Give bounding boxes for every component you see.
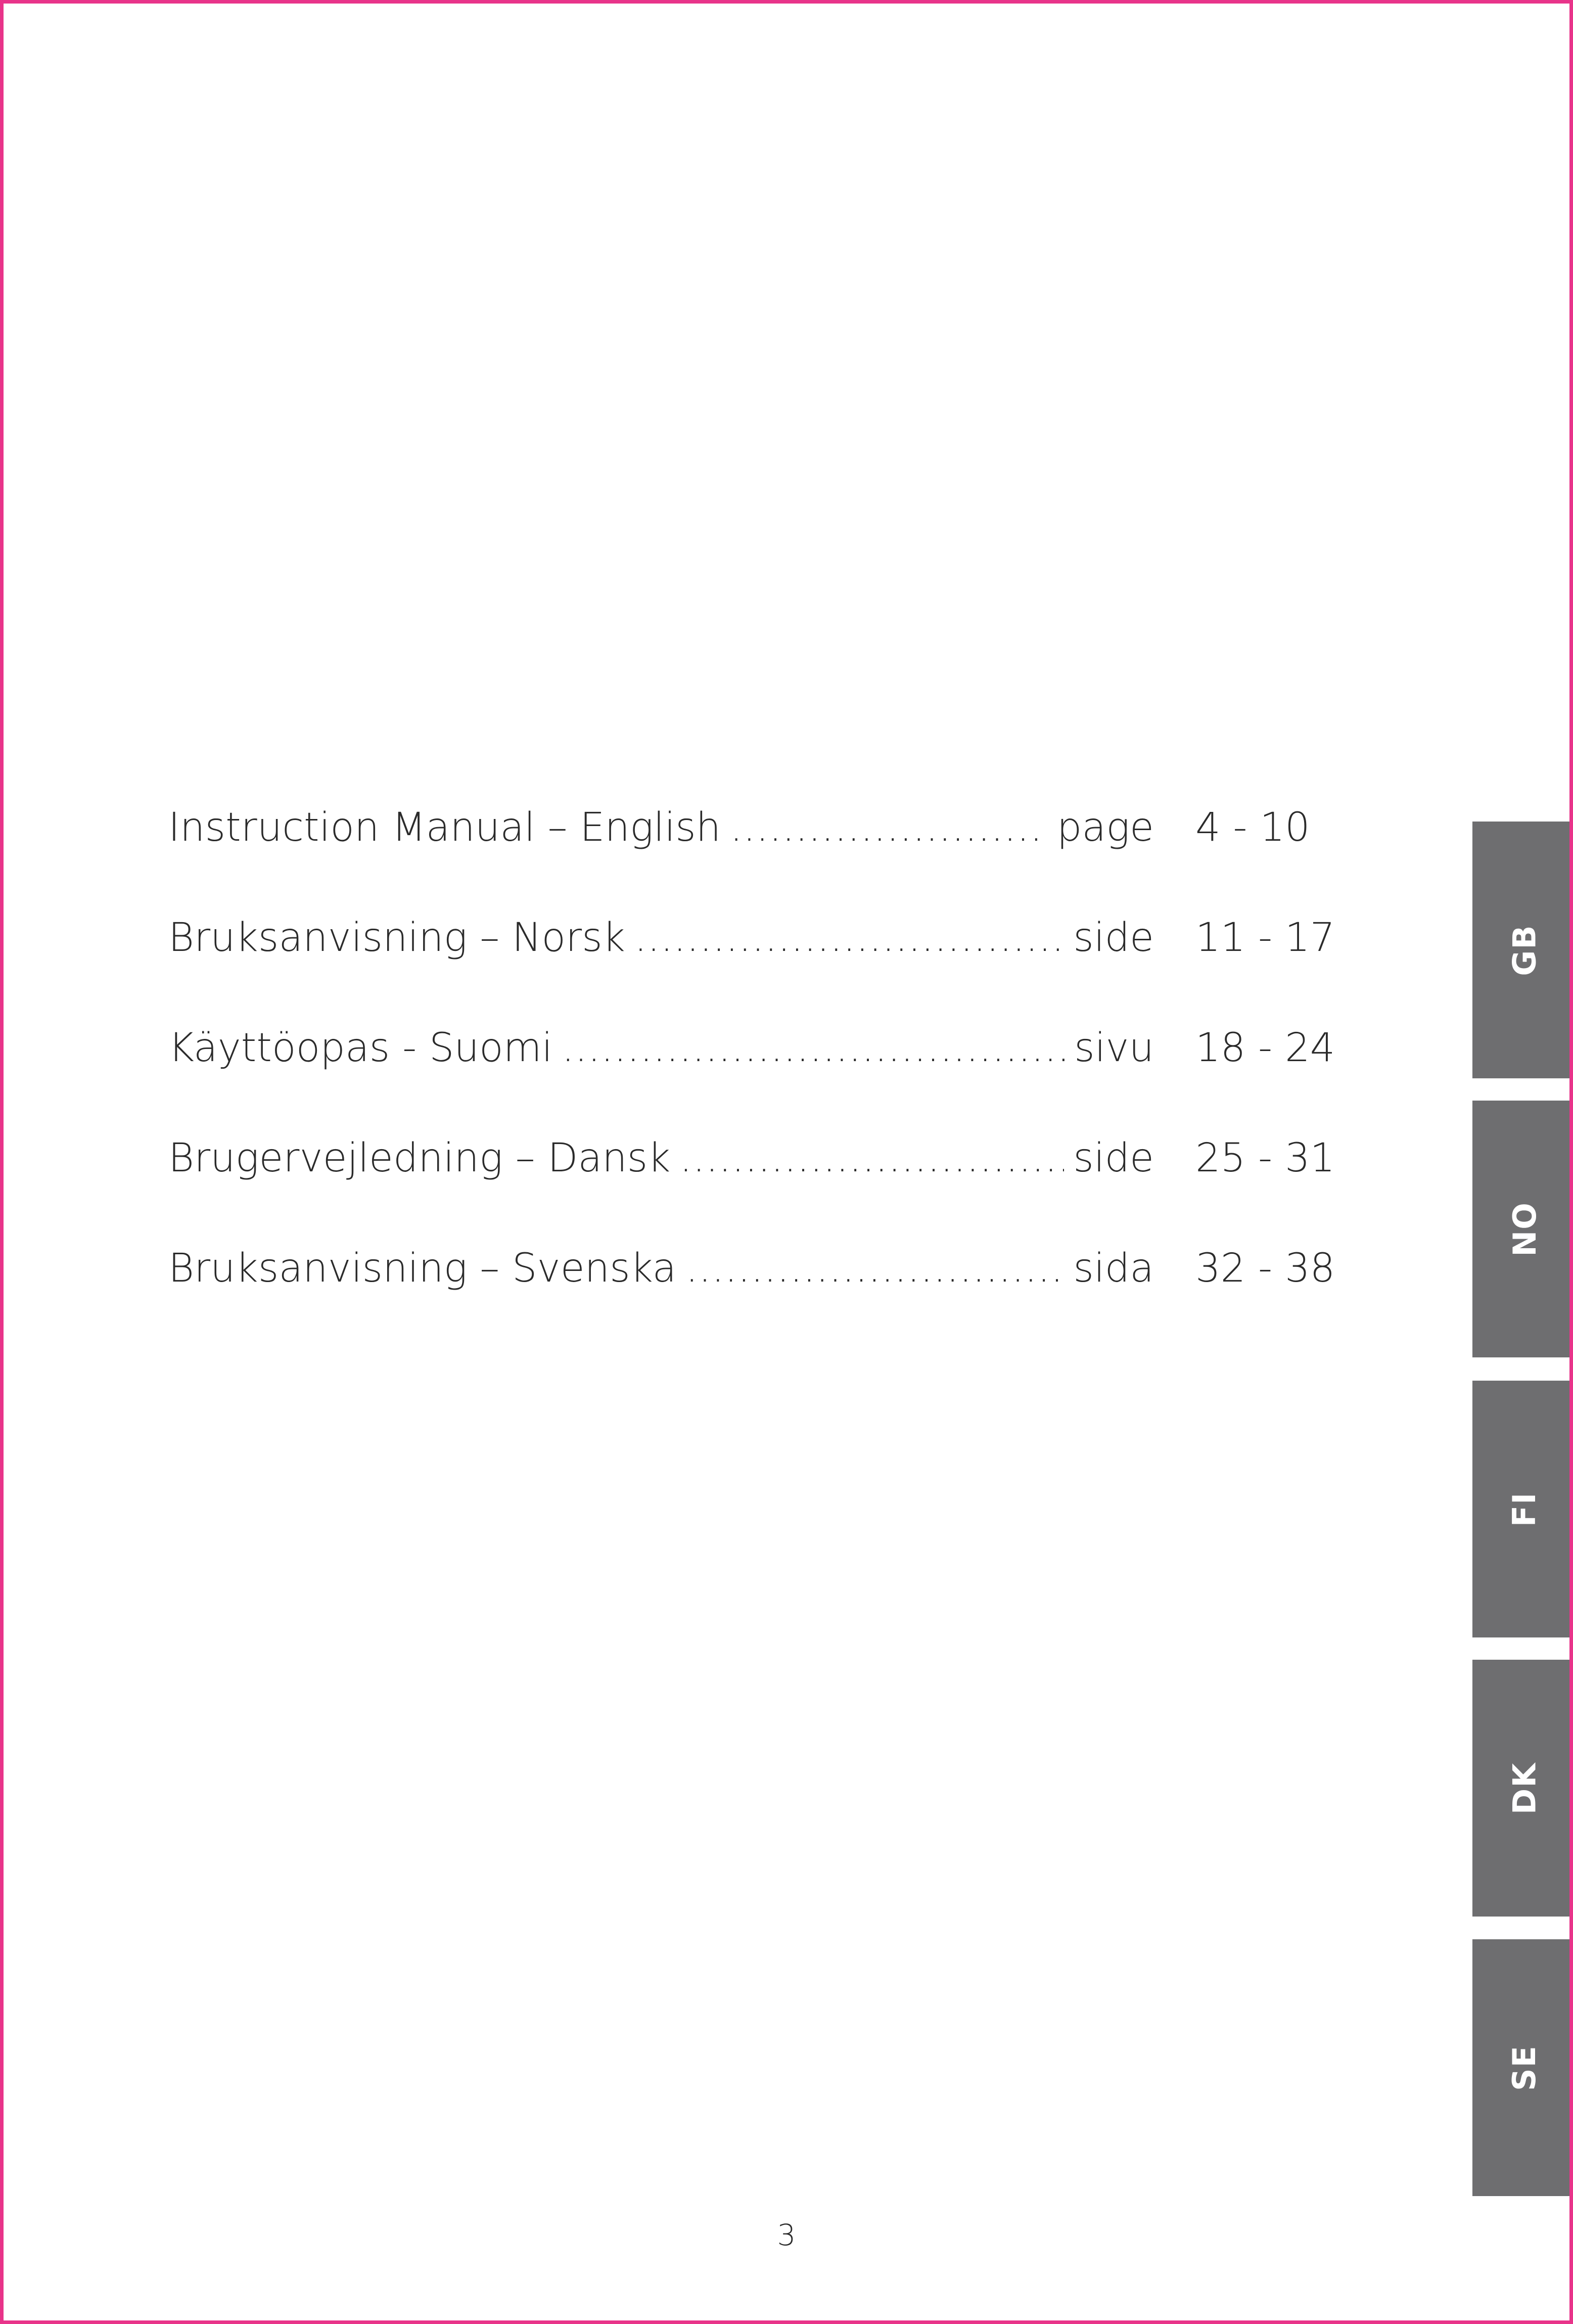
- toc-entry-page-range: 11 - 17: [1195, 915, 1335, 961]
- toc-entry-title: Bruksanvisning – Norsk: [168, 915, 625, 961]
- toc-leader-dots: [679, 1135, 1064, 1181]
- toc-entry-page-word: side: [1073, 1135, 1154, 1181]
- toc-entry-title: Käyttöopas - Suomi: [168, 1025, 553, 1071]
- toc-entry-title: Bruksanvisning – Svenska: [168, 1246, 677, 1291]
- toc-entry-suomi: [168, 1018, 1154, 1078]
- language-tab-label: GB: [1506, 924, 1543, 976]
- toc-entry-page-word: page: [1056, 805, 1154, 850]
- language-tab-se[interactable]: [1472, 1939, 1573, 2196]
- toc-entry-dansk: [168, 1128, 1154, 1189]
- language-tab-dk[interactable]: [1472, 1660, 1573, 1917]
- language-tab-label: SE: [1506, 2044, 1543, 2091]
- toc-entry-title: Instruction Manual – English: [168, 805, 721, 850]
- toc-entry-english: [168, 797, 1154, 858]
- toc-entry-svenska: [168, 1238, 1154, 1299]
- toc-leader-dots: [634, 915, 1064, 961]
- language-tab-label: NO: [1506, 1201, 1543, 1257]
- page-number: 3: [777, 2218, 796, 2252]
- toc-leader-dots: [685, 1246, 1064, 1291]
- toc-entry-page-word: sivu: [1074, 1025, 1154, 1071]
- toc-leader-dots: [562, 1025, 1065, 1071]
- language-tab-fi[interactable]: [1472, 1381, 1573, 1637]
- toc-entry-page-word: side: [1073, 915, 1154, 961]
- toc-entry-title: Brugervejledning – Dansk: [168, 1135, 671, 1181]
- toc-entry-page-range: 18 - 24: [1195, 1025, 1335, 1071]
- toc-entry-page-word: sida: [1073, 1246, 1154, 1291]
- language-tab-gb[interactable]: [1472, 822, 1573, 1078]
- toc-entry-norsk: [168, 907, 1154, 968]
- language-tab-label: FI: [1506, 1491, 1543, 1527]
- toc-leader-dots: [730, 805, 1048, 850]
- toc-entry-page-range: 25 - 31: [1195, 1135, 1335, 1181]
- toc-entry-page-range: 4 - 10: [1195, 805, 1310, 850]
- toc-entry-page-range: 32 - 38: [1195, 1246, 1335, 1291]
- language-tab-no[interactable]: [1472, 1101, 1573, 1357]
- language-tab-label: DK: [1506, 1762, 1543, 1814]
